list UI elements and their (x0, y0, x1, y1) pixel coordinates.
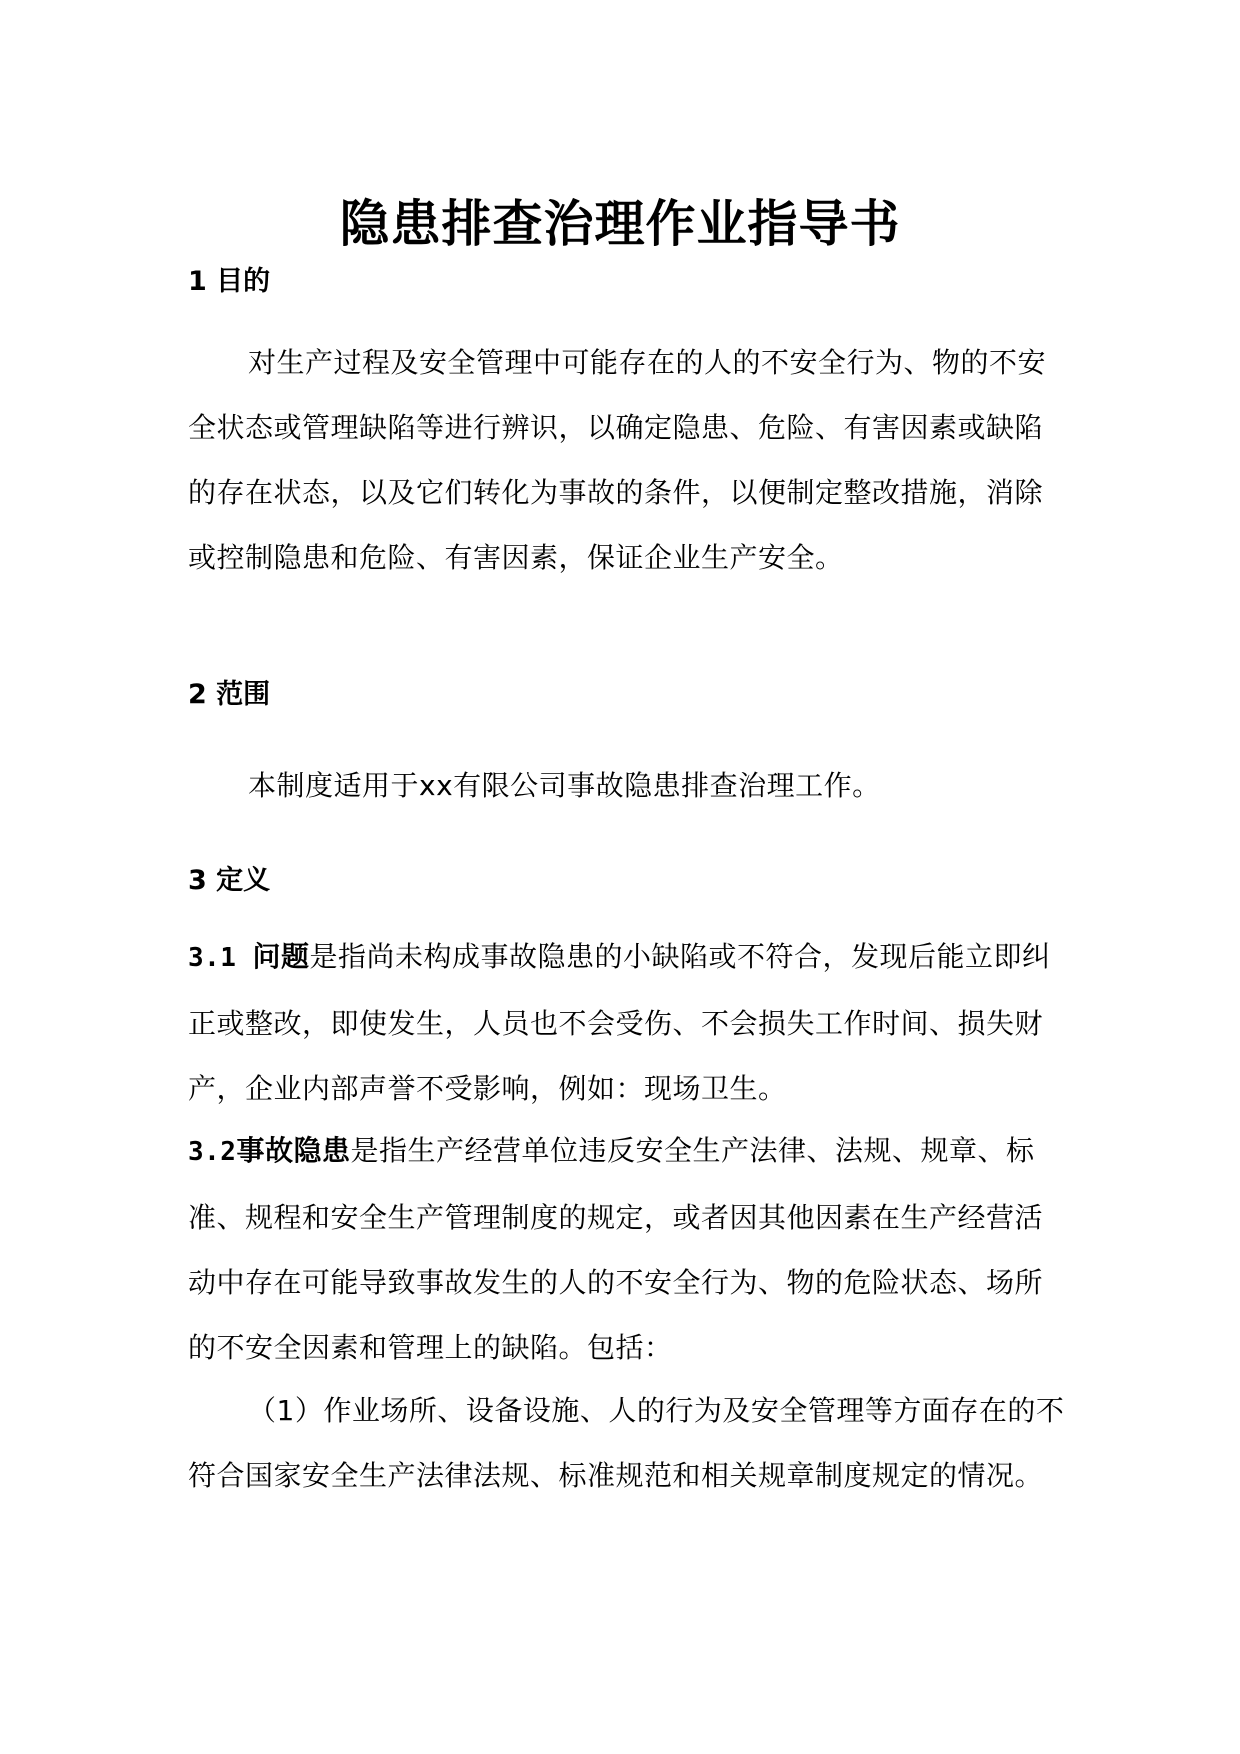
section-heading-purpose: 1 目的 (188, 266, 271, 297)
definition-text: 是指生产经营单位违反安全生产法律、法规、规章、标准、规程和安全生产管理制度的规定，或者因其他因素在生产经营活动中存在可能导致事故发生的人的不安全行为、物的危险状态、场所的不安全因素和管理上的缺陷。包括： (188, 1134, 1044, 1364)
definition-number: 3.2 (188, 1137, 237, 1167)
definition-term: 问题 (252, 940, 310, 973)
definition-number: 3.1 (188, 943, 237, 973)
section-heading-definitions: 3 定义 (188, 865, 271, 896)
definition-term: 事故隐患 (236, 1134, 351, 1167)
definition-3-2 (188, 1118, 1068, 1380)
definition-text: 是指尚未构成事故隐患的小缺陷或不符合，发现后能立即纠正或整改，即使发生，人员也不会受伤、不会损失工作时间、损失财产，企业内部声誉不受影响，例如：现场卫生。 (188, 940, 1051, 1105)
purpose-paragraph: 对生产过程及安全管理中可能存在的人的不安全行为、物的不安全状态或管理缺陷等进行辨识，以确定隐患、危险、有害因素或缺陷的存在状态，以及它们转化为事故的条件，以便制定整改措施，消除或控制隐患和危险、有害因素，保证企业生产安全。 (188, 346, 1047, 574)
document-title: 隐患排查治理作业指导书 (339, 195, 901, 253)
list-item-1: （1）作业场所、设备设施、人的行为及安全管理等方面存在的不符合国家安全生产法律法规、标准规范和相关规章制度规定的情况。 (188, 1394, 1065, 1492)
scope-paragraph: 本制度适用于xx有限公司事故隐患排查治理工作。 (248, 769, 881, 802)
definition-3-1 (188, 924, 1068, 1121)
section-heading-scope: 2 范围 (188, 679, 271, 710)
